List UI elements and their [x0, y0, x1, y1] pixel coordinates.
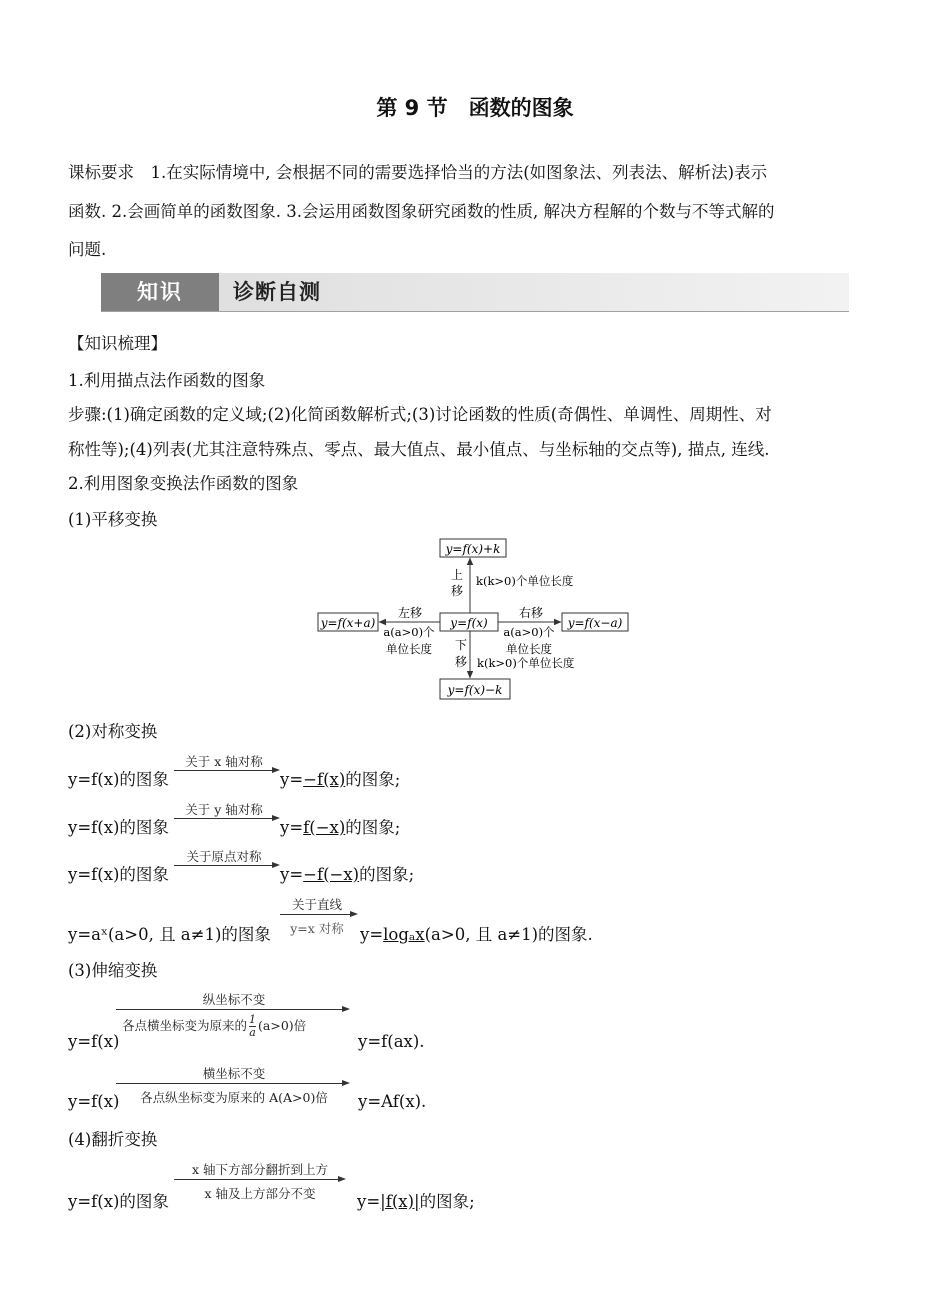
section1-line-2: 称性等);(4)列表(尤其注意特殊点、零点、最大值点、最小值点、与坐标轴的交点等), 描点, 连线. [68, 440, 770, 459]
left-formula: y=f(x+a) [320, 616, 376, 630]
stretch-row2-left: y=f(x) [68, 1092, 120, 1111]
symmetry-row1-arrow [174, 770, 274, 771]
symmetry-row3-result: y=−f(−x)的图象; [280, 865, 415, 884]
translation-diagram [300, 532, 660, 708]
page-title: 第 9 节 函数的图象 [376, 96, 574, 120]
symmetry-row1-left: y=f(x)的图象 [68, 770, 169, 789]
exp-row-arrow-bottom: y=x 对称 [290, 921, 344, 936]
down-label: k(k>0)个单位长度 [477, 656, 575, 670]
symmetry-row2-result: y=f(−x)的图象; [280, 818, 401, 837]
up-move-2: 移 [450, 584, 464, 598]
left-label-2: 单位长度 [386, 642, 432, 656]
banner-right-label: 诊断自测 [233, 280, 321, 304]
flip-arrow-top: x 轴下方部分翻折到上方 [191, 1162, 329, 1177]
right-label-1: a(a>0)个 [503, 625, 555, 639]
stretch-row1-arrow-bottom: 各点横坐标变为原来的 $\frac{1}{a}$ (a>0)倍 [122, 1013, 307, 1039]
symmetry-row2-arrow-label: 关于 y 轴对称 [185, 802, 263, 817]
symmetry-row1-arrowhead [272, 767, 280, 773]
exp-row-left: y=aˣ(a>0, 且 a≠1)的图象 [68, 925, 271, 944]
symmetry-row3-arrowhead [272, 862, 280, 868]
requirements-line-3: 问题. [68, 240, 107, 259]
down-formula: y=f(x)−k [447, 683, 503, 697]
section1-heading: 1.利用描点法作函数的图象 [68, 371, 266, 390]
exp-row-result: y=logₐx(a>0, 且 a≠1)的图象. [360, 925, 593, 944]
section2-heading: 2.利用图象变换法作函数的图象 [68, 474, 299, 493]
down-move-1: 下 [454, 638, 468, 652]
down-move-2: 移 [454, 655, 468, 669]
right-formula: y=f(x−a) [567, 616, 623, 630]
symmetry-row3-left: y=f(x)的图象 [68, 865, 169, 884]
stretch-row2-result: y=Af(x). [358, 1092, 427, 1111]
right-move: 右移 [518, 606, 544, 620]
stretch-row2-arrow [116, 1083, 344, 1084]
requirements-line-2: 函数. 2.会画简单的函数图象. 3.会运用函数图象研究函数的性质, 解决方程解的个数与不等式解的 [68, 202, 775, 221]
knowledge-heading: 【知识梳理】 [68, 334, 167, 353]
flip-arrow [174, 1179, 340, 1180]
up-formula: y=f(x)+k [445, 542, 501, 556]
left-label-1: a(a>0)个 [383, 625, 435, 639]
stretch-row2-arrow-bottom: 各点纵坐标变为原来的 A(A>0)倍 [140, 1090, 328, 1105]
symmetry-row2-arrowhead [272, 815, 280, 821]
requirements-line-1: 课标要求 1.在实际情境中, 会根据不同的需要选择恰当的方法(如图象法、列表法、解析法)表示 [68, 163, 768, 182]
up-move-1: 上 [450, 568, 464, 582]
center-formula: y=f(x) [450, 616, 488, 630]
banner-left-label: 知识 [101, 273, 219, 311]
stretch-row1-arrow-top: 纵坐标不变 [202, 992, 266, 1007]
stretch-row2-arrow-top: 横坐标不变 [202, 1066, 266, 1081]
right-label-2: 单位长度 [506, 642, 552, 656]
translation-heading: (1)平移变换 [68, 510, 158, 529]
symmetry-row1-arrow-label: 关于 x 轴对称 [185, 754, 263, 769]
stretch-row1-arrow [116, 1009, 344, 1010]
section1-line-1: 步骤:(1)确定函数的定义域;(2)化简函数解析式;(3)讨论函数的性质(奇偶性、单调性、周期性、对 [68, 405, 772, 424]
flip-arrowhead [338, 1176, 346, 1182]
flip-arrow-bottom: x 轴及上方部分不变 [204, 1186, 316, 1201]
symmetry-row3-arrow [174, 865, 274, 866]
stretch-row1-result: y=f(ax). [358, 1032, 425, 1051]
stretch-row1-left: y=f(x) [68, 1032, 120, 1051]
up-label: k(k>0)个单位长度 [476, 574, 574, 588]
symmetry-row2-left: y=f(x)的图象 [68, 818, 169, 837]
exp-row-arrowhead [350, 911, 358, 917]
stretch-row2-arrowhead [342, 1080, 350, 1086]
exp-row-arrow [280, 914, 352, 915]
left-move: 左移 [397, 606, 423, 620]
section-banner [101, 273, 849, 312]
symmetry-heading: (2)对称变换 [68, 722, 158, 741]
exp-row-arrow-top: 关于直线 [291, 897, 342, 912]
stretch-row1-arrowhead [342, 1006, 350, 1012]
symmetry-row2-arrow [174, 818, 274, 819]
symmetry-row1-result: y=−f(x)的图象; [280, 770, 401, 789]
flip-left: y=f(x)的图象 [68, 1192, 169, 1211]
symmetry-row3-arrow-label: 关于原点对称 [186, 849, 262, 864]
flip-result: y=|f(x)|的图象; [357, 1192, 475, 1211]
flip-heading: (4)翻折变换 [68, 1130, 158, 1149]
stretch-heading: (3)伸缩变换 [68, 961, 158, 980]
